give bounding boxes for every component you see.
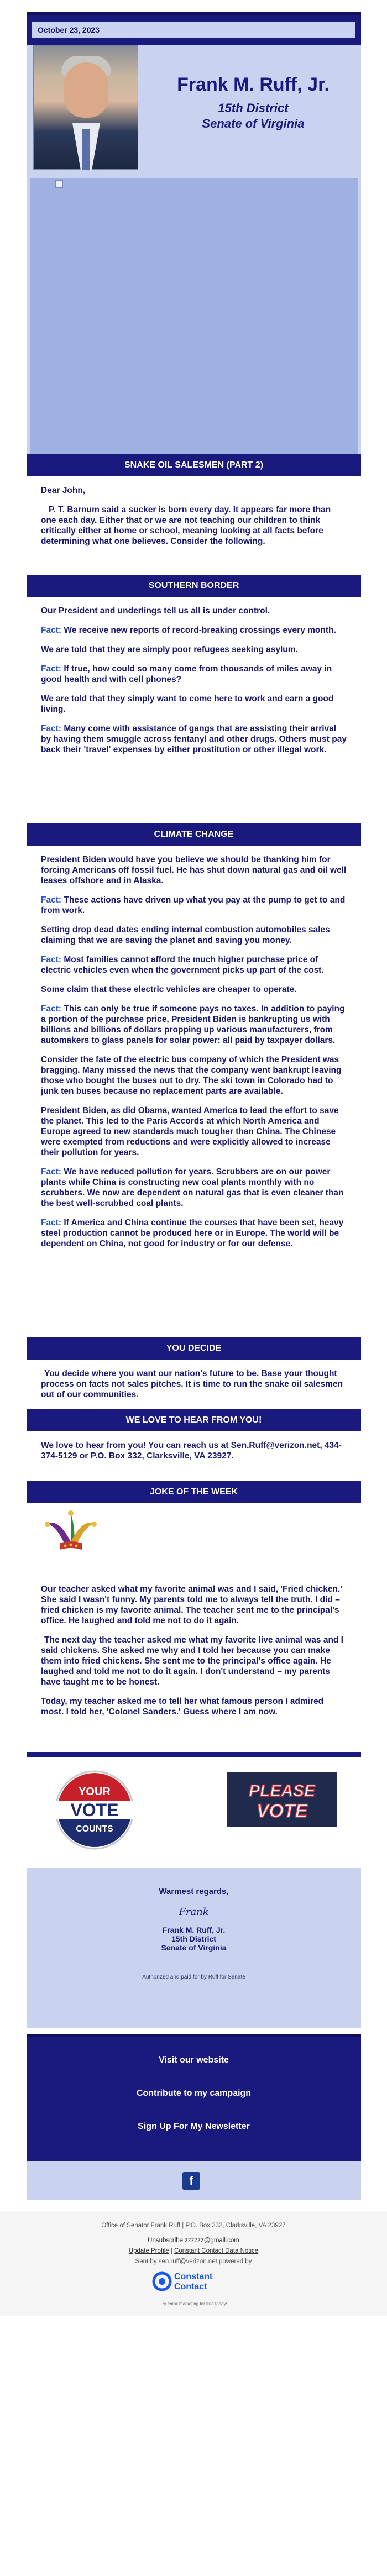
facebook-icon[interactable]: f	[182, 2172, 200, 2190]
banner-image	[27, 178, 361, 454]
please-vote-sign	[227, 1772, 337, 1827]
section-joke	[27, 1575, 361, 1735]
border-fact-2	[41, 664, 347, 685]
unsubscribe-link[interactable]: Unsubscribe zzzzzz@gmail.com	[148, 2237, 239, 2244]
climate-fact-2	[41, 954, 347, 975]
newsletter-signup-link[interactable]: Sign Up For My Newsletter	[138, 2122, 250, 2131]
brand-tagline: Try email marketing for free today!	[160, 2301, 227, 2306]
closing-district: 15th District	[171, 1934, 216, 1943]
broken-image-icon	[55, 180, 63, 188]
fact-label: Fact:	[41, 1004, 62, 1014]
section-border	[27, 597, 361, 773]
section-hear	[27, 1431, 361, 1479]
hear-p1: We love to hear from you! You can reach us at Sen.Ruff@verizon.net, 434-374-5129 or P.O. Box 332, Clarksville, VA 23927.	[41, 1441, 342, 1461]
section-title-snake-oil: SNAKE OIL SALESMEN (PART 2)	[27, 454, 361, 476]
fact-text: This can only be true if someone pays no taxes. In addition to paying a portion of the purchase price, President Biden is bankrupting us with billions and billions of dollars propping up various manufacturers, from automakers to glass panels for solar power: all paid by taxpayer dollars.	[41, 1004, 345, 1045]
brand-line-1: Constant	[174, 2272, 213, 2281]
senator-name: Frank M. Ruff, Jr.	[177, 74, 330, 95]
climate-p4: Consider the fate of the electric bus company of which the President was bragging. Many missed the news that the company went bankrupt leaving those who bought the buses out to dry. The ski town in Colorado had to junk ten buses because no replacement parts are available.	[41, 1055, 342, 1096]
sign-line-1: PLEASE	[248, 1782, 316, 1800]
chamber-line: Senate of Virginia	[202, 117, 305, 130]
signature: Frank	[179, 1906, 209, 1918]
fact-label: Fact:	[41, 724, 62, 733]
fact-text: We receive new reports of record-breaking crossings every month.	[64, 626, 336, 635]
jester-hat-icon	[43, 1509, 98, 1564]
senator-district	[154, 101, 353, 132]
climate-fact-3	[41, 1004, 347, 1046]
brand-line-2: Contact	[174, 2282, 207, 2291]
section-title-hear: WE LOVE TO HEAR FROM YOU!	[27, 1409, 361, 1431]
authorized-notice: Authorized and paid for by Ruff for Senate	[142, 1974, 245, 1980]
intro-paragraph: P. T. Barnum said a sucker is born every day. It appears far more than one each day. Either that or we are not teaching our children to think critically either at home or school, meaning looking at all facts before determining what one believes. Consider the following.	[41, 505, 331, 546]
senator-photo	[33, 45, 138, 170]
border-p2: We are told that they are simply poor refugees seeking asylum.	[41, 645, 298, 654]
fact-text: We have reduced pollution for years. Scrubbers are on our power plants while China is constructing new coal plants monthly with no scrubbers. We now are dependent on natural gas that is even cleaner than the best well-scrubbed coal plants.	[41, 1167, 344, 1208]
contribute-link[interactable]: Contribute to my campaign	[136, 2089, 252, 2098]
closing-block	[27, 1868, 361, 2028]
fact-label: Fact:	[41, 626, 62, 635]
fact-label: Fact:	[41, 664, 62, 674]
fact-text: Most families cannot afford the much higher purchase price of electric vehicles even when the government picks up part of the cost.	[41, 955, 324, 975]
badge-mid-text: VOTE	[70, 1800, 119, 1820]
update-profile-link[interactable]: Update Profile	[128, 2248, 169, 2254]
fact-label: Fact:	[41, 955, 62, 964]
section-climate	[27, 846, 361, 1267]
constant-contact-logo[interactable]	[152, 2269, 235, 2309]
section-title-border: SOUTHERN BORDER	[27, 575, 361, 597]
greeting: Dear John,	[41, 486, 86, 495]
fact-label: Fact:	[41, 895, 62, 905]
closing-name: Frank M. Ruff, Jr.	[162, 1926, 226, 1934]
your-vote-counts-badge	[48, 1769, 142, 1851]
decide-p1: You decide where you want our nation's future to be. Base your thought process on facts not sales pitches. It is time to run the snake oil salesmen out of our communities.	[41, 1369, 343, 1399]
climate-fact-5	[41, 1218, 347, 1249]
climate-fact-4	[41, 1167, 347, 1209]
header	[27, 45, 361, 178]
climate-p2: Setting drop dead dates ending internal combustion automobiles sales claiming that we are saving the planet and saving you money.	[41, 925, 330, 945]
badge-bottom-text: COUNTS	[76, 1824, 113, 1834]
divider-bar	[27, 1752, 361, 1757]
visit-website-link[interactable]: Visit our website	[159, 2055, 229, 2065]
border-p3: We are told that they simply want to come here to work and earn a good living.	[41, 694, 334, 714]
section-title-climate: CLIMATE CHANGE	[27, 823, 361, 846]
fact-label: Fact:	[41, 1218, 62, 1227]
joke-p1: Our teacher asked what my favorite animal was and I said, 'Fried chicken.' She said I wasn't funny. My parents told me to always tell the truth. I did – fried chicken is my favorite animal. The teacher sent me to the principal's office. He laughed and told me not to do it again.	[41, 1585, 342, 1625]
fact-label: Fact:	[41, 1167, 62, 1177]
border-p1: Our President and underlings tell us all is under control.	[41, 606, 270, 616]
link-buttons	[27, 2034, 361, 2161]
closing-chamber: Senate of Virginia	[161, 1943, 227, 1952]
border-fact-3	[41, 723, 347, 755]
sign-line-2: VOTE	[256, 1801, 308, 1822]
climate-fact-1	[41, 895, 347, 916]
section-title-decide: YOU DECIDE	[27, 1337, 361, 1360]
date-bar	[27, 12, 361, 45]
fact-text: If America and China continue the courses that have been set, heavy steel production cannot be produced here or in Europe. The world will be dependent on China, not good for industry or for our defense.	[41, 1218, 344, 1248]
newsletter-date: October 23, 2023	[32, 22, 355, 38]
data-notice-link[interactable]: Constant Contact Data Notice	[174, 2248, 259, 2254]
section-snake-oil	[27, 476, 361, 564]
constant-contact-icon	[152, 2269, 235, 2295]
footer-address: Office of Senator Frank Ruff | P.O. Box 332, Clarksville, VA 23927	[101, 2222, 286, 2229]
border-fact-1	[41, 625, 347, 636]
climate-p3: Some claim that these electric vehicles are cheaper to operate.	[41, 985, 297, 994]
joke-p3: Today, my teacher asked me to tell her what famous person I admired most. I told her, 'Colonel Sanders.' Guess where I am now.	[41, 1697, 324, 1717]
badge-top-text: YOUR	[79, 1786, 111, 1798]
sent-by: Sent by sen.ruff@verizon.net powered by	[135, 2258, 252, 2265]
district-line: 15th District	[218, 101, 289, 115]
fact-text: If true, how could so many come from thousands of miles away in good health and with cell phones?	[41, 664, 332, 684]
section-title-joke: JOKE OF THE WEEK	[27, 1481, 361, 1503]
social-bar	[27, 2161, 361, 2200]
climate-p5: President Biden, as did Obama, wanted America to lead the effort to save the planet. This led to the Paris Accords at which North America and Europe agreed to new standards much tougher than China. The Chinese were exempted from reductions and were explicitly allowed to increase their pollution for years.	[41, 1106, 339, 1157]
climate-p1: President Biden would have you believe we should be thanking him for forcing Americans off fossil fuel. He has shut down natural gas and oil well leases offshore and in Alaska.	[41, 855, 347, 885]
fact-text: These actions have driven up what you pay at the pump to get to and from work.	[41, 895, 346, 915]
fact-text: Many come with assistance of gangs that are assisting their arrival by having them smuggle across fentanyl and other drugs. Others must pay back their 'travel' expenses by either prostitution or other illegal work.	[41, 724, 347, 754]
regards: Warmest regards,	[159, 1887, 229, 1896]
footer	[0, 2211, 387, 2316]
vote-images	[27, 1763, 361, 1857]
joke-p2: The next day the teacher asked me what my favorite live animal was and I said chickens. She asked me why and I told her because you can make them into fried chickens. She sent me to the principal's office again. He laughed and told me not to do it again. I don't understand – my parents have taught me to be honest.	[41, 1635, 343, 1687]
footer-divider: |	[170, 2248, 172, 2254]
